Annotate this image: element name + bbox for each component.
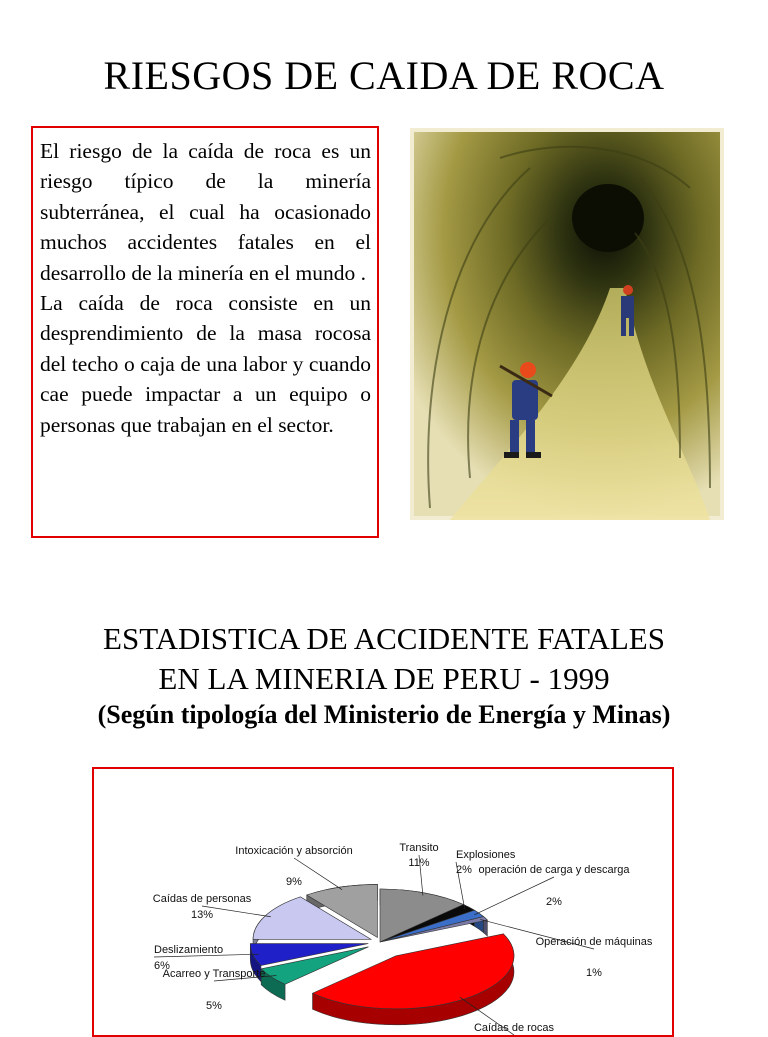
pie-chart bbox=[94, 769, 674, 1037]
slice-value-label: 2% bbox=[456, 864, 472, 876]
leader-line bbox=[474, 877, 554, 915]
stats-title bbox=[0, 619, 768, 699]
slice-value-label: 2% bbox=[546, 896, 562, 908]
slice-value-label: 6% bbox=[154, 960, 170, 972]
slice-value-label: 13% bbox=[190, 909, 214, 921]
intro-paragraph: El riesgo de la caída de roca es un riesgo típico de la minería subterránea, el cual ha ocasionado muchos accidentes fatales en el desarrollo de la minería en el mundo . bbox=[40, 139, 371, 285]
slice-label: Caídas de personas bbox=[152, 893, 252, 905]
stats-title-line: EN LA MINERIA DE PERU - 1999 bbox=[158, 661, 610, 696]
intro-text-box bbox=[31, 126, 379, 538]
intro-paragraph: La caída de roca consiste en un desprendimiento de la masa rocosa del techo o caja de una labor y cuando cae puede impactar a un equipo o personas que trabajan en el sector. bbox=[40, 291, 371, 437]
slice-label: Deslizamiento bbox=[154, 944, 224, 956]
slice-value-label: 1% bbox=[586, 967, 602, 979]
slice-value-label: 9% bbox=[286, 876, 302, 888]
slice-label: Caídas de rocas bbox=[473, 1022, 555, 1034]
mine-tunnel-illustration bbox=[410, 128, 724, 520]
slice-label: Explosiones bbox=[456, 849, 516, 861]
slice-value-label: 5% bbox=[206, 1000, 222, 1012]
slice-label: Transito bbox=[399, 842, 439, 854]
slice-label: operación de carga y descarga bbox=[478, 864, 630, 876]
slice-label: Acarreo y Transporte bbox=[162, 968, 266, 980]
stats-subtitle: (Según tipología del Ministerio de Energía y Minas) bbox=[97, 700, 671, 729]
chart-box bbox=[92, 767, 674, 1037]
slice-value-label: 11% bbox=[408, 857, 430, 869]
stats-title-line: ESTADISTICA DE ACCIDENTE FATALES bbox=[103, 621, 665, 656]
page-title: RIESGOS DE CAIDA DE ROCA bbox=[103, 53, 665, 98]
slice-label: Operación de máquinas bbox=[535, 936, 653, 948]
slice-label: Intoxicación y absorción bbox=[235, 845, 353, 857]
